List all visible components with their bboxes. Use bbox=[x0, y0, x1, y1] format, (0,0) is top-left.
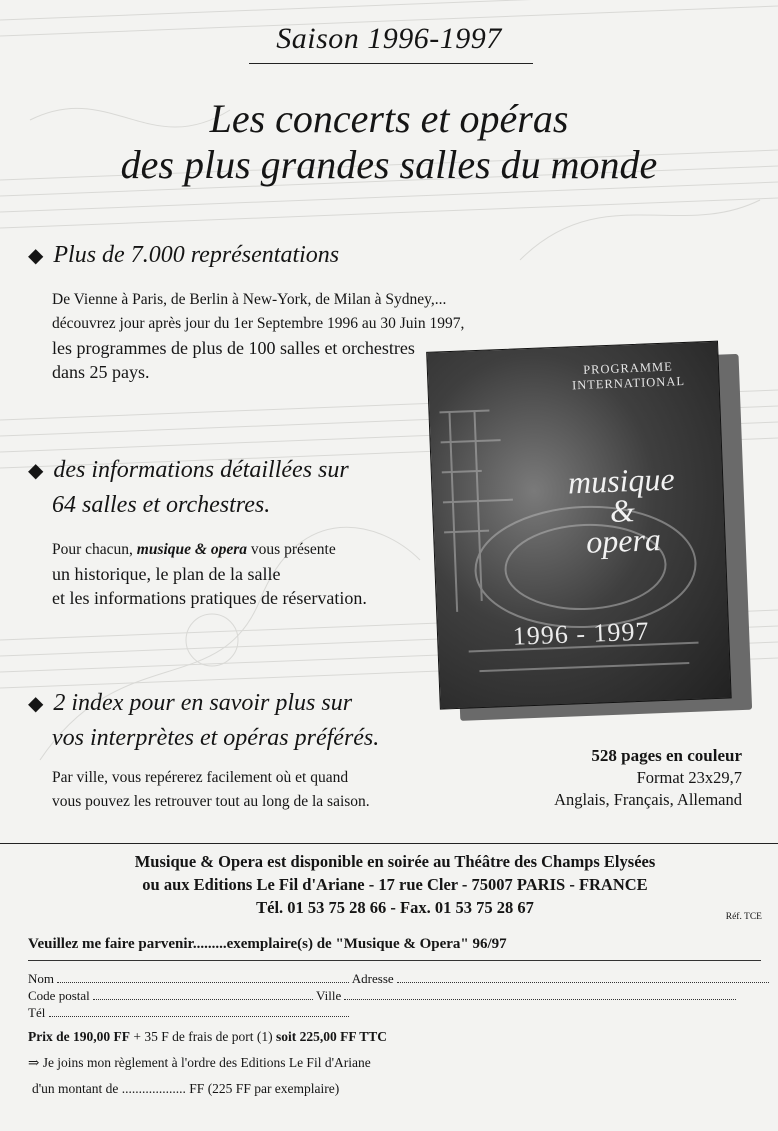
adresse-label: Adresse bbox=[351, 971, 394, 986]
ville-field[interactable] bbox=[344, 988, 736, 1000]
diamond-bullet-icon: ◆ bbox=[28, 460, 44, 482]
section-1-line-2: découvrez jour après jour du 1er Septembre 1996 au 30 Juin 1997, bbox=[52, 315, 465, 332]
form-row-name bbox=[28, 970, 769, 987]
nom-label: Nom bbox=[28, 971, 54, 986]
tel-label: Tél bbox=[28, 1005, 46, 1020]
section-3-line-2: vous pouvez les retrouver tout au long de la saison. bbox=[52, 793, 370, 810]
amount-field[interactable]: ................... bbox=[121, 1081, 186, 1096]
brand-name: musique & opera bbox=[136, 541, 248, 558]
book-languages: Anglais, Français, Allemand bbox=[554, 790, 742, 809]
book-format: Format 23x29,7 bbox=[636, 768, 742, 787]
cover-title: musique & opera bbox=[567, 460, 676, 560]
cover-program-label: PROGRAMME INTERNATIONAL bbox=[571, 359, 686, 393]
section-3-title: ◆ 2 index pour en savoir plus sur vos interprètes et opéras préférés. bbox=[28, 690, 380, 751]
price-line: Prix de 190,00 FF + 35 F de frais de port (1) soit 225,00 FF TTC bbox=[28, 1029, 387, 1044]
code-postal-field[interactable] bbox=[93, 988, 313, 1000]
adresse-field[interactable] bbox=[397, 971, 769, 983]
book-info bbox=[554, 745, 742, 811]
tel-field[interactable] bbox=[49, 1005, 349, 1017]
nom-field[interactable] bbox=[57, 971, 349, 983]
headline-line-2: des plus grandes salles du monde bbox=[120, 142, 658, 187]
code-postal-label: Code postal bbox=[28, 988, 90, 1003]
section-divider bbox=[0, 843, 778, 844]
payment-line: ⇒ Je joins mon règlement à l'ordre des Editions Le Fil d'Ariane bbox=[28, 1055, 371, 1070]
book-pages: 528 pages en couleur bbox=[591, 746, 742, 765]
book-cover-image bbox=[426, 340, 740, 713]
section-1-title: ◆ Plus de 7.000 représentations bbox=[28, 242, 340, 268]
availability-line-1: Musique & Opera est disponible en soirée au Théâtre des Champs Elysées bbox=[134, 852, 656, 871]
order-lead: Veuillez me faire parvenir.........exemplaire(s) de "Musique & Opera" 96/97 bbox=[28, 936, 507, 952]
diamond-bullet-icon: ◆ bbox=[28, 693, 44, 715]
ville-label: Ville bbox=[316, 988, 342, 1003]
availability-line-2: ou aux Editions Le Fil d'Ariane - 17 rue Cler - 75007 PARIS - FRANCE bbox=[142, 875, 648, 894]
form-row-tel bbox=[28, 1004, 349, 1021]
arrow-right-icon: ⇒ bbox=[28, 1055, 40, 1070]
form-row-postal bbox=[28, 987, 736, 1004]
section-1-line-3: les programmes de plus de 100 salles et orchestres bbox=[52, 338, 415, 358]
season-title: Saison 1996-1997 bbox=[276, 22, 502, 55]
section-2-line-2: un historique, le plan de la salle bbox=[52, 564, 281, 584]
cover-year: 1996 - 1997 bbox=[512, 616, 650, 651]
section-3-body bbox=[52, 766, 370, 814]
section-2-title: ◆ des informations détaillées sur 64 salles et orchestres. bbox=[28, 457, 349, 518]
section-1-body bbox=[52, 288, 464, 384]
section-2-body bbox=[52, 538, 367, 610]
section-1-line-1: De Vienne à Paris, de Berlin à New-York, de Milan à Sydney,... bbox=[52, 291, 447, 308]
availability-block bbox=[0, 850, 778, 919]
headline-line-1: Les concerts et opéras bbox=[209, 96, 569, 141]
amount-line: d'un montant de ................... FF (225 FF par exemplaire) bbox=[32, 1081, 340, 1096]
season-underline bbox=[249, 63, 533, 64]
section-1-line-4: dans 25 pays. bbox=[52, 362, 150, 382]
reference-code: Réf. TCE bbox=[725, 912, 762, 922]
book-front bbox=[426, 341, 732, 710]
section-3-line-1: Par ville, vous repérerez facilement où et quand bbox=[52, 769, 349, 786]
order-rule bbox=[28, 960, 761, 961]
headline bbox=[0, 96, 778, 188]
diamond-bullet-icon: ◆ bbox=[28, 245, 44, 267]
availability-line-3: Tél. 01 53 75 28 66 - Fax. 01 53 75 28 67 bbox=[256, 898, 534, 917]
section-2-line-3: et les informations pratiques de réservation. bbox=[52, 588, 367, 608]
section-2-line-1: Pour chacun, musique & opera vous présente bbox=[52, 541, 336, 558]
